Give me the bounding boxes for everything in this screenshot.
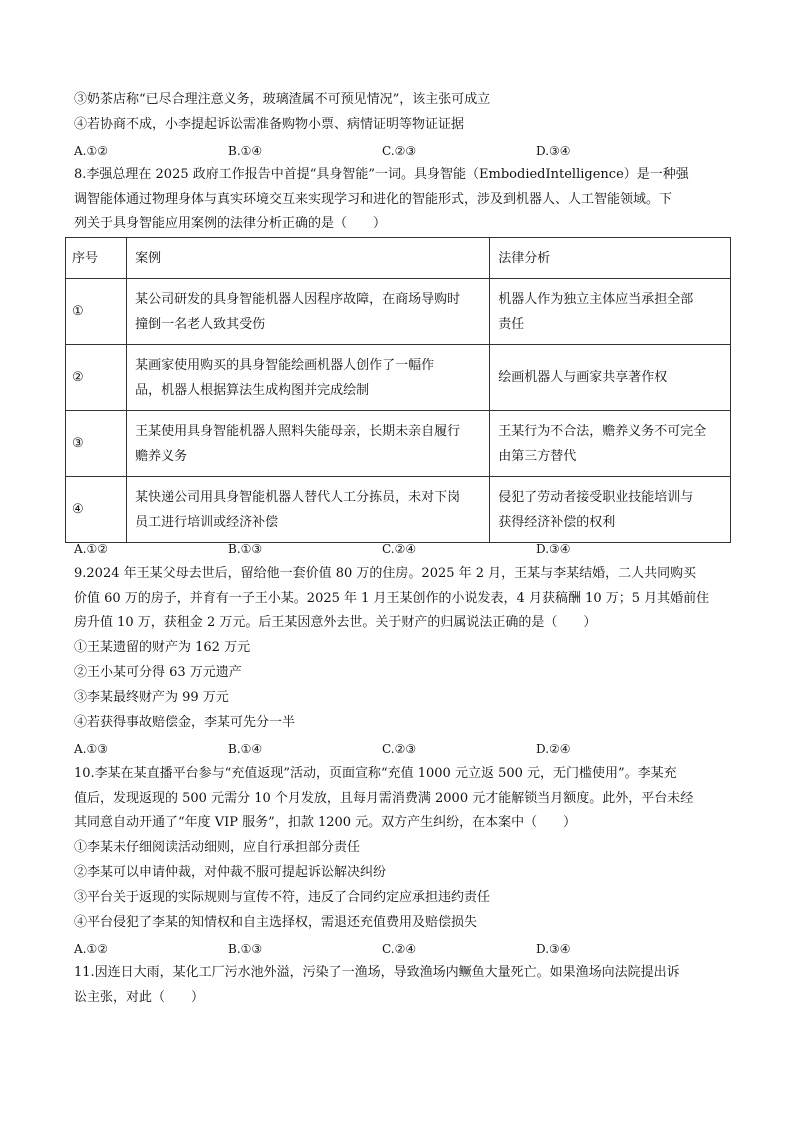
table-row <box>66 477 731 543</box>
q7-statement-3: ③奶茶店称“已尽合理注意义务，玻璃渣属不可预见情况”，该主张可成立 <box>74 92 491 107</box>
table-row <box>66 345 731 411</box>
row-case: 王某使用具身智能机器人照料失能母亲，长期未亲自履行 赡养义务 <box>127 411 490 477</box>
option-c: C.②③ <box>382 742 417 756</box>
row-analysis: 侵犯了劳动者接受职业技能培训与 获得经济补偿的权利 <box>490 477 731 543</box>
row-case: 某快递公司用具身智能机器人替代人工分拣员，未对下岗 员工进行培训或经济补偿 <box>127 477 490 543</box>
row-number: ③ <box>66 411 127 477</box>
q10-statement-1: ①李某未仔细阅读活动细则，应自行承担部分责任 <box>74 840 361 855</box>
row-number: ① <box>66 279 127 345</box>
header-number: 序号 <box>66 238 127 279</box>
option-d: D.②④ <box>536 742 571 756</box>
q11-stem-line-1: 11.因连日大雨，某化工厂污水池外溢，污染了一渔场，导致渔场内鳜鱼大量死亡。如果渔场向法院提出诉 <box>74 965 680 980</box>
row-case: 某公司研发的具身智能机器人因程序故障，在商场导购时 撞倒一名老人致其受伤 <box>127 279 490 345</box>
option-a: A.①② <box>74 942 108 956</box>
q10-options <box>74 940 714 958</box>
q9-stem-line-3: 房升值 10 万，获租金 2 万元。后王某因意外去世。关于财产的归属说法正确的是（ ） <box>74 615 597 630</box>
q8-stem-line-3: 列关于具身智能应用案例的法律分析正确的是（ ） <box>74 216 387 231</box>
row-analysis: 王某行为不合法，赡养义务不可完全 由第三方替代 <box>490 411 731 477</box>
q8-stem-line-2: 调智能体通过物理身体与真实环境交互来实现学习和进化的智能形式，涉及到机器人、人工智能领域。下 <box>74 192 673 207</box>
q9-statement-3: ③李某最终财产为 99 万元 <box>74 690 229 705</box>
q9-stem-line-2: 价值 60 万的房子，并育有一子王小某。2025 年 1 月王某创作的小说发表，4 月获稿酬 10 万；5 月其婚前住 <box>74 591 710 606</box>
option-b: B.①④ <box>228 742 263 756</box>
q9-stem-line-1: 9.2024 年王某父母去世后，留给他一套价值 80 万的住房。2025 年 2 月，王某与李某结婚，二人共同购买 <box>74 566 697 581</box>
q10-statement-2: ②李某可以申请仲裁，对仲裁不服可提起诉讼解决纠纷 <box>74 865 387 880</box>
q10-stem-line-3: 其同意自动开通了“年度 VIP 服务”，扣款 1200 元。双方产生纠纷，在本案中（ ） <box>74 815 577 830</box>
q9-statement-1: ①王某遗留的财产为 162 万元 <box>74 640 251 655</box>
q11-stem-line-2: 讼主张，对此（ ） <box>74 990 205 1005</box>
option-b: B.①③ <box>228 942 263 956</box>
table-header-row <box>66 238 731 279</box>
row-analysis: 绘画机器人与画家共享著作权 <box>490 345 731 411</box>
table-row <box>66 411 731 477</box>
q9-statement-2: ②王小某可分得 63 万元遗产 <box>74 665 242 680</box>
row-number: ② <box>66 345 127 411</box>
table-row <box>66 279 731 345</box>
q10-statement-4: ④平台侵犯了李某的知情权和自主选择权，需退还充值费用及赔偿损失 <box>74 915 478 930</box>
q10-stem-line-1: 10.李某在某直播平台参与“充值返现”活动，页面宣称“充值 1000 元立返 500 元，无门槛使用”。李某充 <box>74 766 677 781</box>
option-d: D.③④ <box>536 942 571 956</box>
q7-statement-4: ④若协商不成，小李提起诉讼需准备购物小票、病情证明等物证证据 <box>74 117 465 132</box>
q7-options <box>74 142 714 160</box>
q10-statement-3: ③平台关于返现的实际规则与宣传不符，违反了合同约定应承担违约责任 <box>74 890 491 905</box>
legal-analysis-table <box>65 237 731 543</box>
row-analysis: 机器人作为独立主体应当承担全部 责任 <box>490 279 731 345</box>
q9-statement-4: ④若获得事故赔偿金，李某可先分一半 <box>74 715 296 730</box>
row-case: 某画家使用购买的具身智能绘画机器人创作了一幅作 品，机器人根据算法生成构图并完成绘制 <box>127 345 490 411</box>
header-analysis: 法律分析 <box>490 238 731 279</box>
option-c: C.②④ <box>382 942 417 956</box>
option-b: B.①④ <box>228 144 263 158</box>
q9-options <box>74 740 714 758</box>
q10-stem-line-2: 值后，发现返现的 500 元需分 10 个月发放，且每月需消费满 2000 元才能解锁当月额度。此外，平台未经 <box>74 791 694 806</box>
header-case: 案例 <box>127 238 490 279</box>
option-a: A.①③ <box>74 742 108 756</box>
q8-stem-line-1: 8.李强总理在 2025 政府工作报告中首提“具身智能”一词。具身智能（EmbodiedIntelligence）是一种强 <box>74 167 689 182</box>
option-d: D.③④ <box>536 144 571 158</box>
option-c: C.②④ <box>382 542 417 556</box>
option-b: B.①③ <box>228 542 263 556</box>
option-d: D.③④ <box>536 542 571 556</box>
option-a: A.①② <box>74 144 108 158</box>
row-number: ④ <box>66 477 127 543</box>
option-a: A.①② <box>74 542 108 556</box>
q8-options <box>74 540 714 558</box>
option-c: C.②③ <box>382 144 417 158</box>
